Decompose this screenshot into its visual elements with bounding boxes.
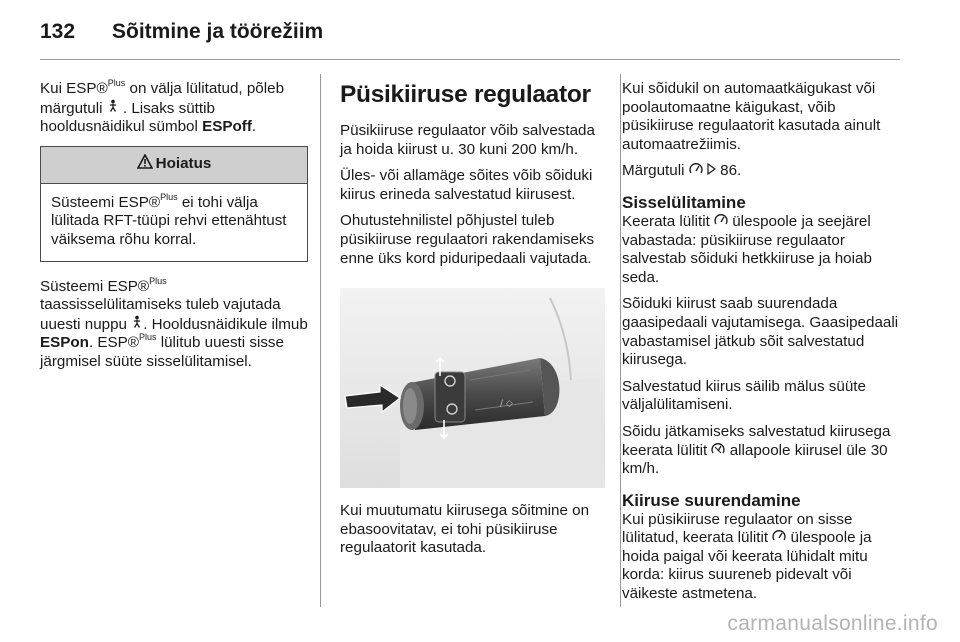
col2-paragraph-1: Püsikiiruse regulaator võib salvestada ja hoida kiirust u. 30 kuni 200 km/h. [340, 122, 595, 158]
indicator-paragraph: Märgutuli 86. [622, 162, 742, 180]
col3-paragraph-1: Kui sõidukil on automaatkäigukast või poolautomaatne käigukast, võib püsikiiruse regulaatorit kasutada ainult automaatrežiimis. [622, 80, 881, 153]
warning-text: Süsteemi ESP®$^{Plus}$ ei tohi välja lülitada RFT-tüüpi rehvi ettenähtust väiksema rõhu korral. [51, 191, 287, 248]
col2-paragraph-2: Üles- või allamäge sõites võib sõiduki kiirus erineda salvestatud kiirusest. [340, 167, 593, 203]
page-number: 132 [40, 20, 76, 43]
col2-paragraph-4: Kui muutumatu kiirusega sõitmine on ebasoovitatav, ei tohi püsikiiruse regulaatorit kasutada. [340, 502, 590, 557]
column-2 [340, 80, 608, 566]
warning-triangle-icon [137, 154, 153, 175]
espon-label: ESPon [40, 334, 89, 352]
section-title: Sõitmine ja töörežiim [112, 20, 324, 43]
cruise-control-lever-illustration [340, 288, 605, 488]
warning-header [41, 147, 307, 184]
esp-off-paragraph: Kui ESP®$^{Plus}$ on välja lülitatud, põleb märgutuli . Lisaks süttib hooldusnäidikul sümbol ESPoff. [40, 77, 285, 136]
column-1 [40, 77, 308, 380]
increase-speed-heading: Kiiruse suurendamine [622, 490, 801, 510]
col2-paragraph-3: Ohutustehnilistel põhjustel tuleb püsikiiruse regulaatori rakendamiseks enne üks kord piduripedaali vajutada. [340, 212, 595, 267]
cruise-control-icon [689, 162, 703, 181]
cruise-control-icon [714, 213, 728, 232]
page-reference-icon [707, 162, 716, 181]
esp-on-paragraph: Süsteemi ESP®$^{Plus}$ taassisselülitamiseks tuleb vajutada uuesti nuppu . Hooldusnäidikule ilmub ESPon. ESP®$^{Plus}$ lülitub uuesti sisse järgmisel süüte sisselülitamisel. [40, 275, 308, 370]
column-divider-2 [620, 74, 621, 607]
col3-paragraph-4: Sõiduki kiirust saab suurendada gaasipedaali vajutamisega. Gaasipedaali vabastamisel jätkub sõit salvestatud kiirusega. [622, 295, 899, 369]
esp-warning-light-icon [107, 99, 119, 119]
warning-title: Hoiatus [155, 155, 212, 173]
watermark: carmanualsonline.info [727, 612, 938, 635]
resume-paragraph: Sõidu jätkamiseks salvestatud kiirusega keerata lülitit allapoole kiirusel üle 30 km/h. [622, 422, 891, 478]
column-divider-1 [320, 74, 321, 607]
column-3 [622, 80, 906, 612]
espoff-label: ESPoff [202, 118, 252, 136]
activation-heading: Sisselülitamine [622, 192, 746, 212]
cruise-control-icon [772, 529, 786, 548]
increase-paragraph: Kui püsikiiruse regulaator on sisse lülitatud, keerata lülitit ülespoole ja hoida paigal või keerata lühidalt mitu korda: kiirus suureneb pidevalt või väikeste astmetena. [622, 510, 872, 603]
warning-box [40, 146, 308, 262]
cruise-resume-icon [711, 442, 725, 461]
svg-text:/ ◇: / ◇ [500, 399, 513, 410]
col3-paragraph-5: Salvestatud kiirus säilib mälus süüte väljalülitamiseni. [622, 377, 866, 414]
cruise-control-heading: Püsikiiruse regulaator [340, 81, 591, 108]
header-rule [40, 59, 900, 60]
activation-paragraph: Keerata lülitit ülespoole ja seejärel vabastada: püsikiiruse regulaator salvestab sõiduki hetkkiiruse ja hoiab seda. [622, 212, 872, 286]
page-header [40, 20, 323, 44]
